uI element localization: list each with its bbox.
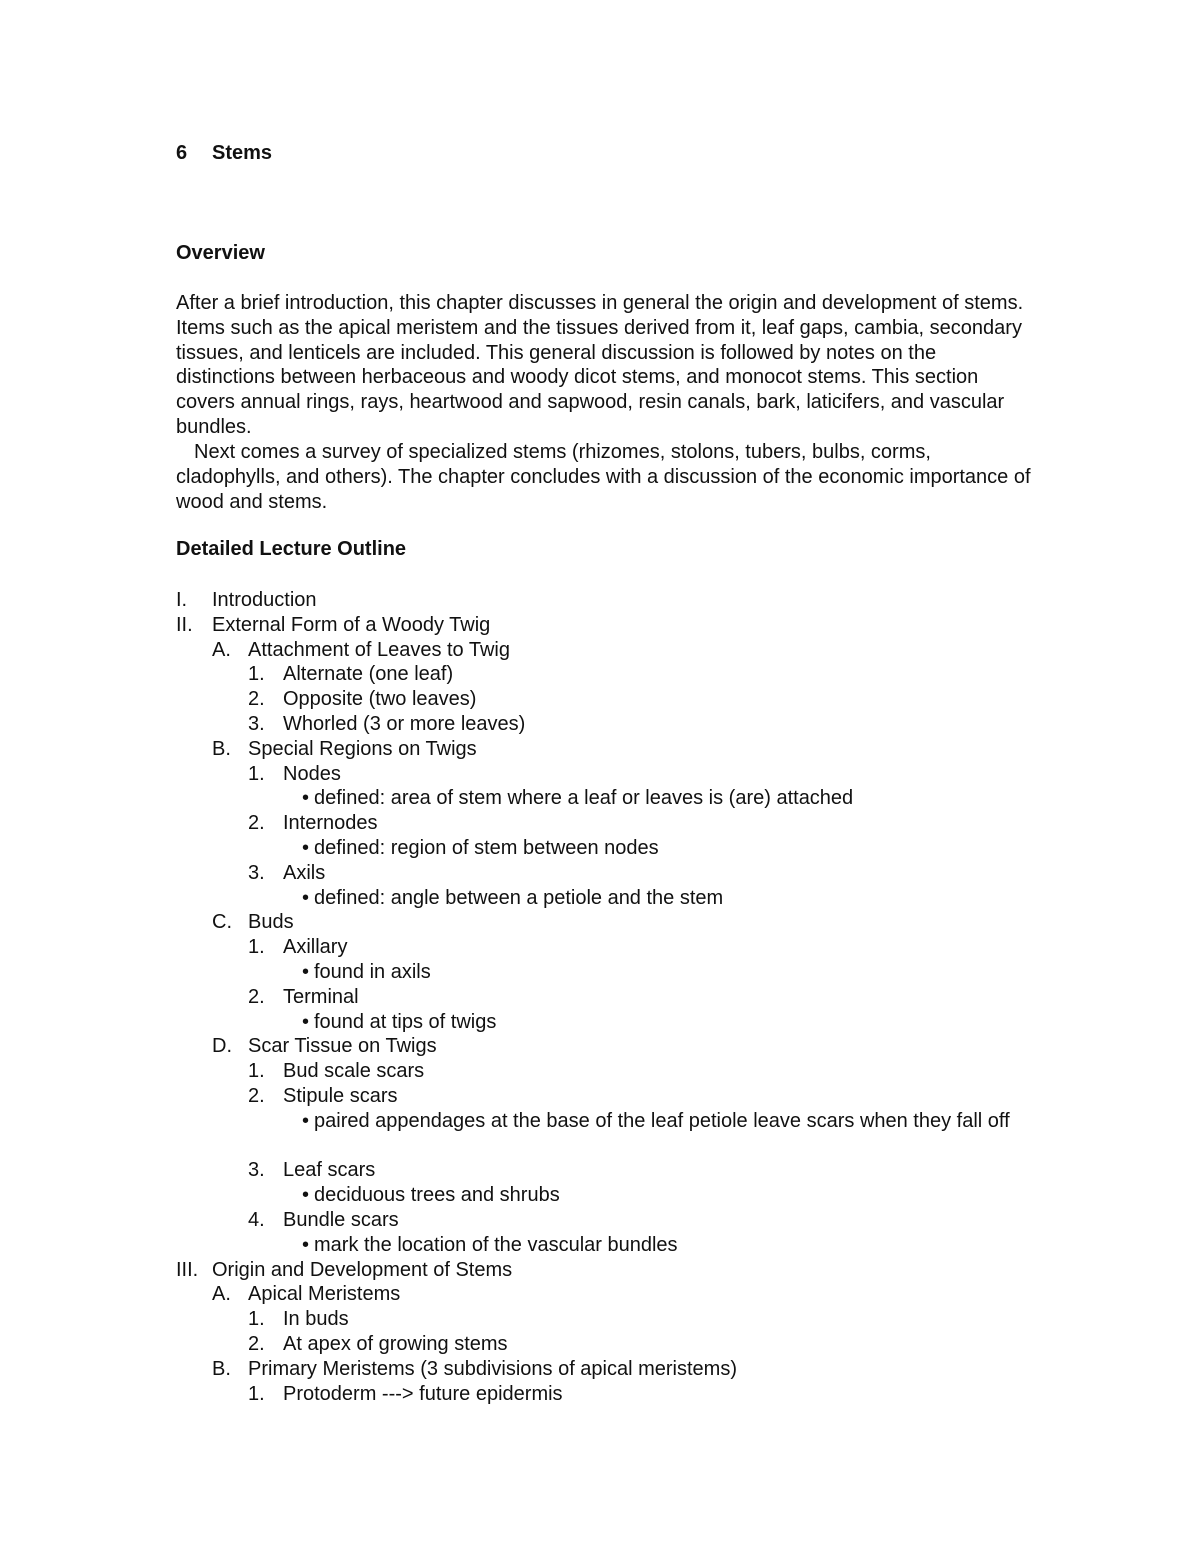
outline-marker: 2. <box>248 688 265 711</box>
outline-marker: B. <box>212 1357 231 1380</box>
outline-marker: 2. <box>248 985 265 1008</box>
outline-item-text: Alternate (one leaf) <box>283 663 454 686</box>
outline-marker: A. <box>212 638 231 661</box>
outline-bullet-item <box>0 886 1200 911</box>
outline-item-text: Terminal <box>283 985 359 1008</box>
outline-item <box>0 687 1200 712</box>
bullet-marker: • <box>302 1109 310 1132</box>
outline-item <box>0 935 1200 960</box>
overview-paragraph-1: After a brief introduction, this chapter discusses in general the origin and development of stems. Items such as the apical meristem and the tissues derived from it, leaf gaps, cambia, secondary tissues, and lenticels are included. This general discussion is followed by notes on the distinctions between herbaceous and woody dicot stems, and monocot stems. This section covers annual rings, rays, heartwood and sapwood, resin canals, bark, laticifers, and vascular bundles. <box>176 292 1024 438</box>
outline-item-text: Axils <box>283 861 326 884</box>
outline-item <box>0 1084 1200 1109</box>
outline-item <box>0 1382 1200 1407</box>
outline-bullet-item <box>0 1183 1200 1208</box>
outline-marker: C. <box>212 911 232 934</box>
outline-item-text: defined: area of stem where a leaf or leaves is (are) attached <box>314 787 854 810</box>
outline-item <box>0 1258 1200 1283</box>
outline-item <box>0 910 1200 935</box>
outline-item <box>0 638 1200 663</box>
outline-marker: I. <box>176 589 188 611</box>
outline-bullet-item <box>0 1109 1200 1159</box>
outline-marker: 3. <box>248 1159 265 1182</box>
outline-marker: III. <box>176 1258 199 1281</box>
outline-item-text: Bundle scars <box>283 1208 399 1231</box>
outline-item-text: Attachment of Leaves to Twig <box>248 638 511 661</box>
outline-item <box>0 1158 1200 1183</box>
outline-item <box>0 861 1200 886</box>
outline-item-text: In buds <box>283 1308 349 1331</box>
outline-item <box>0 712 1200 737</box>
outline-item-text: Bud scale scars <box>283 1060 425 1083</box>
outline-item-text: Apical Meristems <box>248 1283 401 1306</box>
bullet-marker: • <box>302 836 310 859</box>
outline-bullet-item <box>0 836 1200 861</box>
outline-item <box>0 1332 1200 1357</box>
outline-marker: 3. <box>248 712 265 735</box>
outline-item-text: Scar Tissue on Twigs <box>248 1035 437 1058</box>
bullet-marker: • <box>302 1184 310 1207</box>
outline-item-text: Introduction <box>212 589 317 611</box>
outline-marker: 1. <box>248 1308 265 1331</box>
outline-marker: 1. <box>248 936 265 959</box>
outline-item-text: Primary Meristems (3 subdivisions of apical meristems) <box>248 1357 738 1380</box>
outline-item-text: At apex of growing stems <box>283 1332 508 1355</box>
outline-item <box>0 1357 1200 1382</box>
outline-bullet-item <box>0 1233 1200 1258</box>
outline-item-text: Axillary <box>283 936 348 959</box>
outline-item-text: defined: angle between a petiole and the stem <box>314 886 724 909</box>
bullet-marker: • <box>302 1233 310 1256</box>
outline-item-text: Leaf scars <box>283 1159 376 1182</box>
outline-marker: 2. <box>248 1084 265 1107</box>
outline-item-text: found in axils <box>314 960 431 983</box>
outline-item-text: Buds <box>248 911 294 934</box>
outline-item <box>0 1208 1200 1233</box>
outline-marker: 1. <box>248 762 265 785</box>
outline-item-text: Origin and Development of Stems <box>212 1258 513 1281</box>
outline-item <box>0 737 1200 762</box>
outline-bullet-item <box>0 1010 1200 1035</box>
outline-item <box>0 588 1200 613</box>
outline-item-text: Protoderm ---> future epidermis <box>283 1382 563 1405</box>
outline-item-text: Nodes <box>283 762 341 785</box>
outline-marker: 1. <box>248 663 265 686</box>
outline-item-text: Stipule scars <box>283 1084 398 1107</box>
outline-marker: 4. <box>248 1208 265 1231</box>
outline-item <box>0 1034 1200 1059</box>
bullet-marker: • <box>302 960 310 983</box>
outline-item <box>0 811 1200 836</box>
outline-item <box>0 1059 1200 1084</box>
bullet-marker: • <box>302 1010 310 1033</box>
outline-item <box>0 613 1200 638</box>
outline-item-text: Whorled (3 or more leaves) <box>283 712 526 735</box>
outline-marker: II. <box>176 613 193 636</box>
outline-item-text: paired appendages at the base of the leaf petiole leave scars when they fall off <box>314 1109 1010 1132</box>
bullet-marker: • <box>302 886 310 909</box>
outline-item-text: defined: region of stem between nodes <box>314 836 659 859</box>
outline-item-text: External Form of a Woody Twig <box>212 613 491 636</box>
outline-marker: 2. <box>248 812 265 835</box>
outline-item-text: mark the location of the vascular bundles <box>314 1233 678 1256</box>
outline-marker: 1. <box>248 1382 265 1405</box>
outline-item <box>0 1282 1200 1307</box>
outline-bullet-item <box>0 960 1200 985</box>
outline-item <box>0 762 1200 787</box>
outline-marker: 2. <box>248 1332 265 1355</box>
outline-item-text: Special Regions on Twigs <box>248 737 477 760</box>
outline-item-text: Opposite (two leaves) <box>283 688 477 711</box>
outline-item-text: found at tips of twigs <box>314 1010 497 1033</box>
outline-heading: Detailed Lecture Outline <box>176 538 407 560</box>
bullet-marker: • <box>302 787 310 810</box>
outline-item <box>0 662 1200 687</box>
outline-item-text: deciduous trees and shrubs <box>314 1184 560 1207</box>
overview-paragraph-2: Next comes a survey of specialized stems (rhizomes, stolons, tubers, bulbs, corms, cladophylls, and others). The chapter concludes with a discussion of the economic importance of wood and stems. <box>176 441 1031 513</box>
outline-marker: B. <box>212 737 231 760</box>
chapter-number: 6 <box>176 142 188 164</box>
outline-bullet-item <box>0 786 1200 811</box>
overview-heading: Overview <box>176 242 265 264</box>
outline-item-text: Internodes <box>283 812 378 835</box>
outline-item <box>0 1307 1200 1332</box>
outline-marker: 1. <box>248 1060 265 1083</box>
chapter-title: Stems <box>212 142 273 164</box>
lecture-outline <box>0 588 1200 1406</box>
outline-item <box>0 985 1200 1010</box>
outline-marker: 3. <box>248 861 265 884</box>
outline-marker: A. <box>212 1283 231 1306</box>
outline-marker: D. <box>212 1035 232 1058</box>
